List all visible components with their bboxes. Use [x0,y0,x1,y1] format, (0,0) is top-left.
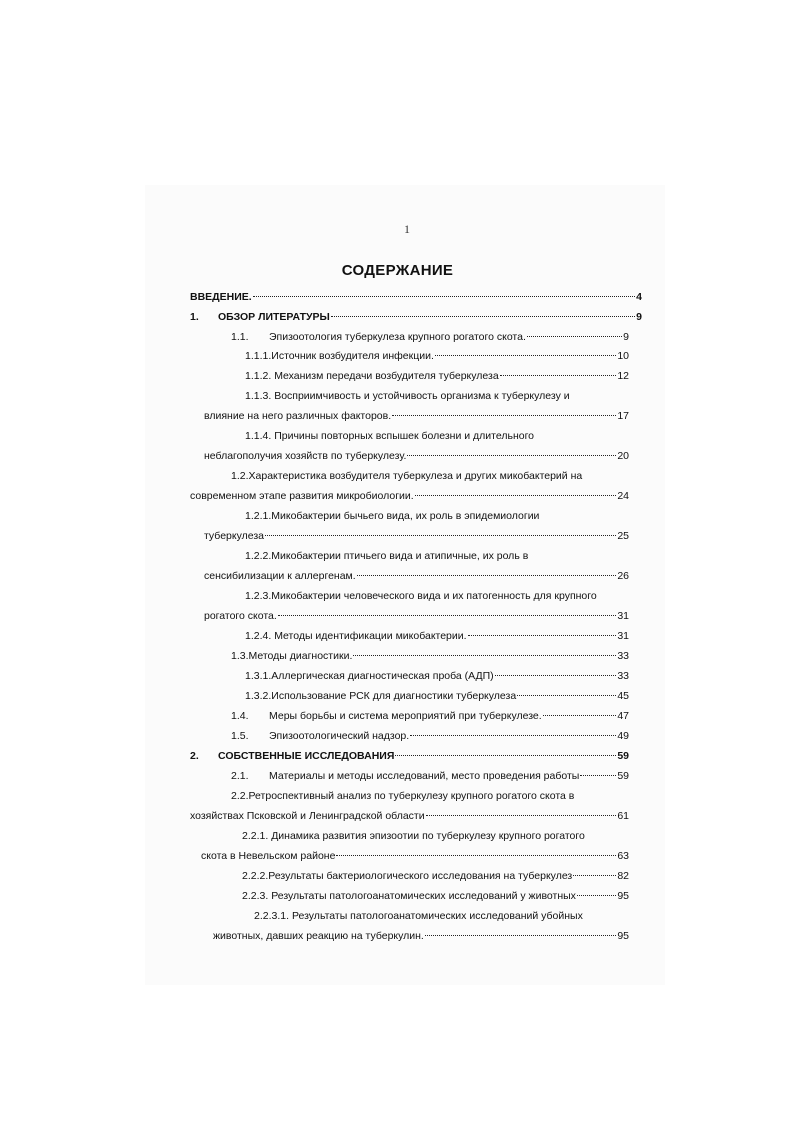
toc-entry-label: 1.2.4. Методы идентификации микобактерии. [245,630,467,642]
toc-entry-2-2-line2[interactable] [190,809,629,823]
toc-leader [395,755,616,756]
toc-entry-2-2-1-line1[interactable] [242,829,585,843]
document-page [145,185,665,985]
page-title: СОДЕРЖАНИЕ [341,262,454,279]
toc-entry-section-1[interactable] [190,310,642,324]
toc-page-ref: 33 [617,670,629,682]
toc-leader [573,875,616,876]
toc-leader [468,635,617,636]
toc-entry-1-1-4-line2[interactable] [204,449,629,463]
toc-entry-label: 1.1.2. Механизм передачи возбудителя туберкулеза [245,370,499,382]
toc-entry-1-5[interactable] [231,729,629,743]
toc-entry-1-3-1[interactable] [245,669,629,683]
toc-entry-1-1-3-line2[interactable] [204,409,629,423]
toc-entry-label: Эпизоотологический надзор. [269,730,410,742]
toc-entry-1-3[interactable] [231,649,629,663]
toc-page-ref: 24 [617,490,629,502]
toc-entry-2-2-3-1-line2[interactable] [213,929,629,943]
toc-leader [278,615,617,616]
toc-entry-2-2-3[interactable] [242,889,629,903]
toc-entry-1-2-4[interactable] [245,629,629,643]
toc-leader [426,815,617,816]
toc-entry-label: туберкулеза [204,530,264,542]
toc-entry-label: Эпизоотология туберкулеза крупного рогатого скота. [269,331,526,343]
toc-page-ref: 63 [617,850,629,862]
toc-entry-1-2-line2[interactable] [190,489,629,503]
toc-entry-1-2-2-line2[interactable] [204,569,629,583]
toc-entry-label: 1.3.1.Аллергическая диагностическая проба (АДП) [245,670,494,682]
toc-leader [392,415,616,416]
toc-entry-label: 2.2.Ретроспективный анализ по туберкулезу крупного рогатого скота в [231,790,575,802]
toc-entry-1-1[interactable] [231,330,629,344]
toc-page-ref: 45 [617,690,629,702]
toc-entry-2-1[interactable] [231,769,629,783]
toc-entry-label: 1.2.3.Микобактерии человеческого вида и их патогенность для крупного [245,590,597,602]
toc-entry-2-2-1-line2[interactable] [201,849,629,863]
toc-page-ref: 26 [617,570,629,582]
toc-entry-section-2[interactable] [190,749,629,763]
toc-entry-label: 1.2.1.Микобактерии бычьего вида, их роль в эпидемиологии [245,510,540,522]
toc-entry-number: 1.5. [231,730,249,742]
toc-leader [407,455,616,456]
toc-leader [410,735,616,736]
toc-entry-1-2-1-line1[interactable] [245,509,539,523]
toc-page-ref: 61 [617,810,629,822]
toc-entry-1-1-1[interactable] [245,349,629,363]
toc-page-ref: 82 [617,870,629,882]
toc-entry-label: 2.2.1. Динамика развития эпизоотии по туберкулезу крупного рогатого [242,830,585,842]
toc-entry-1-3-2[interactable] [245,689,629,703]
toc-leader [543,715,617,716]
toc-entry-number: 1.4. [231,710,249,722]
toc-page-ref: 59 [617,750,629,762]
toc-entry-1-2-line1[interactable] [231,469,582,483]
toc-entry-label: животных, давших реакцию на туберкулин. [213,930,424,942]
toc-entry-1-4[interactable] [231,709,629,723]
toc-page-ref: 4 [636,291,642,303]
toc-page-ref: 49 [617,730,629,742]
toc-leader [331,316,635,317]
toc-entry-number: 2.1. [231,770,249,782]
toc-entry-label: рогатого скота. [204,610,277,622]
toc-entry-label: хозяйствах Псковской и Ленинградской области [190,810,425,822]
toc-leader [415,495,617,496]
toc-leader [495,675,617,676]
toc-entry-label: неблагополучия хозяйств по туберкулезу. [204,450,407,462]
toc-entry-label: современном этапе развития микробиологии. [190,490,414,502]
toc-leader [500,375,617,376]
toc-page-ref: 59 [617,770,629,782]
toc-entry-number: 1. [190,311,199,323]
toc-entry-label: СОБСТВЕННЫЕ ИССЛЕДОВАНИЯ [218,750,395,762]
toc-entry-introduction[interactable] [190,290,642,304]
toc-entry-label: 1.3.2.Использование РСК для диагностики туберкулеза [245,690,517,702]
toc-page-ref: 20 [617,450,629,462]
toc-entry-label: 1.1.1.Источник возбудителя инфекции. [245,350,434,362]
toc-leader [577,895,616,896]
toc-entry-label: сенсибилизации к аллергенам. [204,570,356,582]
toc-leader [357,575,617,576]
toc-entry-1-1-3-line1[interactable] [245,389,570,403]
toc-entry-label: Материалы и методы исследований, место проведения работы [269,770,580,782]
toc-entry-label: 1.1.4. Причины повторных вспышек болезни и длительного [245,430,535,442]
toc-entry-label: 2.2.3.1. Результаты патологоанатомических исследований убойных [254,910,583,922]
toc-page-ref: 95 [617,930,629,942]
toc-page-ref: 10 [617,350,629,362]
toc-entry-1-2-1-line2[interactable] [204,529,629,543]
toc-page-ref: 9 [623,331,629,343]
toc-entry-1-2-2-line1[interactable] [245,549,528,563]
toc-entry-label: Меры борьбы и система мероприятий при туберкулезе. [269,710,542,722]
toc-entry-label: 2.2.2.Результаты бактериологического исследования на туберкулез [242,870,573,882]
toc-page-ref: 47 [617,710,629,722]
toc-leader [353,655,616,656]
toc-leader [336,855,616,856]
toc-entry-label: влияние на него различных факторов. [204,410,392,422]
toc-entry-1-1-4-line1[interactable] [245,429,534,443]
toc-leader [527,336,622,337]
toc-entry-label: скота в Невельском районе [201,850,336,862]
toc-page-ref: 31 [617,630,629,642]
toc-leader [580,775,616,776]
toc-page-ref: 33 [617,650,629,662]
toc-entry-1-2-3-line2[interactable] [204,609,629,623]
toc-leader [425,935,616,936]
toc-entry-2-2-line1[interactable] [231,789,574,803]
toc-leader [435,355,616,356]
toc-entry-label: ОБЗОР ЛИТЕРАТУРЫ [218,311,330,323]
toc-page-ref: 31 [617,610,629,622]
page-number: 1 [404,222,410,236]
toc-entry-number: 2. [190,750,199,762]
toc-leader [265,535,616,536]
toc-entry-label: 1.3.Методы диагностики. [231,650,353,662]
toc-entry-2-2-3-1-line1[interactable] [254,909,583,923]
toc-entry-label: ВВЕДЕНИЕ. [190,291,252,303]
toc-entry-number: 1.1. [231,331,249,343]
toc-entry-label: 1.2.2.Микобактерии птичьего вида и атипичные, их роль в [245,550,529,562]
toc-entry-1-2-3-line1[interactable] [245,589,597,603]
toc-page-ref: 12 [617,370,629,382]
toc-entry-label: 1.1.3. Восприимчивость и устойчивость организма к туберкулезу и [245,390,570,402]
toc-leader [253,296,635,297]
toc-leader [517,695,616,696]
toc-page-ref: 25 [617,530,629,542]
toc-entry-label: 1.2.Характеристика возбудителя туберкулеза и других микобактерий на [231,470,583,482]
toc-entry-label: 2.2.3. Результаты патологоанатомических исследований у животных [242,890,576,902]
toc-entry-2-2-2[interactable] [242,869,629,883]
toc-entry-1-1-2[interactable] [245,369,629,383]
toc-page-ref: 95 [617,890,629,902]
toc-page-ref: 9 [636,311,642,323]
toc-page-ref: 17 [617,410,629,422]
